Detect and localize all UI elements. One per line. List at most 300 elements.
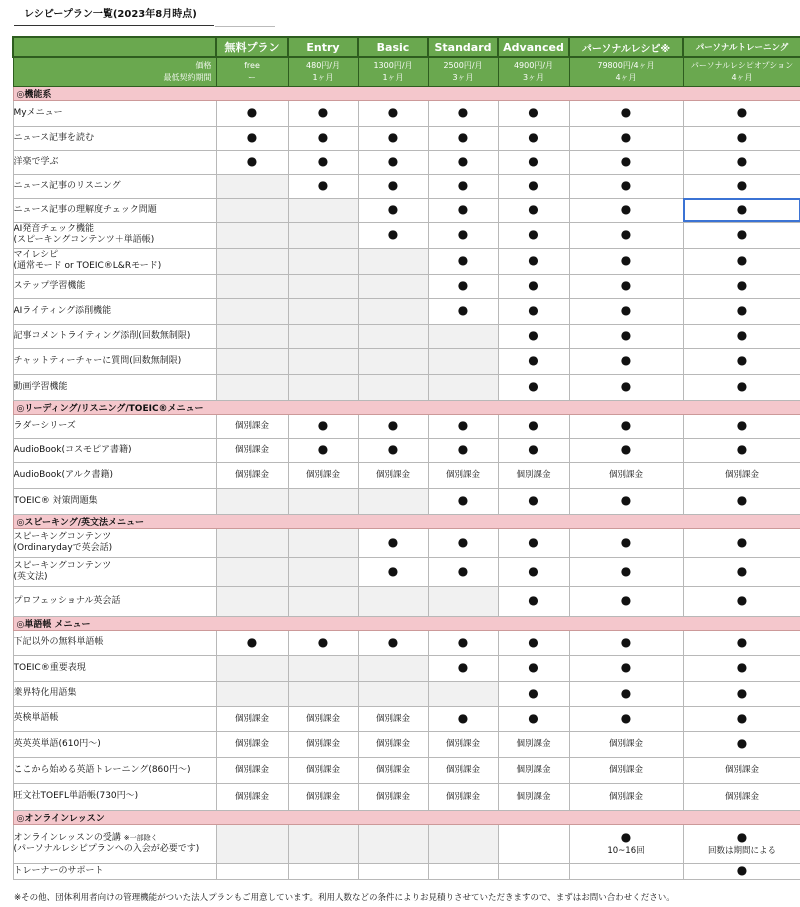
plan-cell[interactable] <box>498 706 569 731</box>
plan-cell[interactable] <box>216 757 288 783</box>
plan-cell[interactable] <box>358 348 428 374</box>
plan-cell[interactable] <box>288 100 358 126</box>
price-cell-3[interactable] <box>428 57 498 86</box>
table-row <box>13 414 800 438</box>
feature-label[interactable] <box>13 488 216 514</box>
plan-cell[interactable] <box>683 198 800 222</box>
feature-label[interactable] <box>13 438 216 462</box>
included-mark: ● <box>736 303 748 317</box>
plan-cell[interactable] <box>498 222 569 248</box>
plan-cell[interactable] <box>288 757 358 783</box>
plan-cell[interactable] <box>288 706 358 731</box>
plan-cell[interactable] <box>498 488 569 514</box>
plan-cell[interactable] <box>569 528 683 557</box>
plan-cell[interactable] <box>288 222 358 248</box>
plan-cell[interactable] <box>288 324 358 348</box>
plan-cell[interactable] <box>288 586 358 616</box>
plan-cell[interactable] <box>498 298 569 324</box>
plan-cell[interactable] <box>569 248 683 274</box>
plan-cell[interactable] <box>428 863 498 879</box>
plan-cell[interactable] <box>288 681 358 706</box>
plan-cell[interactable] <box>358 824 428 863</box>
plan-cell[interactable] <box>358 757 428 783</box>
plan-cell[interactable] <box>498 174 569 198</box>
table-body <box>13 37 800 879</box>
plan-cell[interactable] <box>683 126 800 150</box>
plan-header-5[interactable]: パーソナルレシピ※ <box>569 37 683 57</box>
plan-cell[interactable] <box>569 586 683 616</box>
section-title[interactable]: ◎機能系 <box>13 86 800 100</box>
feature-label[interactable] <box>13 298 216 324</box>
plan-cell[interactable] <box>288 438 358 462</box>
plan-cell[interactable] <box>683 863 800 879</box>
plan-cell[interactable] <box>428 274 498 298</box>
feature-label[interactable] <box>13 198 216 222</box>
plan-cell[interactable] <box>498 783 569 810</box>
paid-label: 個別課金 <box>305 713 340 724</box>
plan-cell[interactable] <box>288 150 358 174</box>
plan-cell[interactable] <box>683 655 800 681</box>
plan-cell[interactable] <box>288 783 358 810</box>
feature-label[interactable] <box>13 374 216 400</box>
plan-cell[interactable] <box>288 488 358 514</box>
plan-cell[interactable] <box>216 630 288 655</box>
price-value: パーソナルレシピオプション <box>690 60 794 70</box>
plan-cell[interactable] <box>288 348 358 374</box>
section-title[interactable]: ◎単語帳 メニュー <box>13 616 800 630</box>
plan-cell[interactable] <box>428 348 498 374</box>
plan-cell[interactable] <box>216 348 288 374</box>
plan-cell[interactable] <box>288 174 358 198</box>
included-mark: ● <box>620 534 632 549</box>
plan-cell[interactable] <box>683 731 800 757</box>
plan-cell[interactable] <box>569 438 683 462</box>
plan-cell[interactable] <box>288 198 358 222</box>
feature-label[interactable] <box>13 126 216 150</box>
plan-cell[interactable] <box>216 438 288 462</box>
plan-cell[interactable] <box>358 414 428 438</box>
section-title[interactable]: ◎リーディング/リスニング/TOEIC®メニュー <box>13 400 800 414</box>
plan-cell[interactable] <box>288 126 358 150</box>
paid-label: 個別課金 <box>516 739 551 749</box>
sheet-title[interactable]: レシピープラン一覧(2023年8月時点) <box>14 4 214 26</box>
feature-label[interactable] <box>13 324 216 348</box>
plan-header-0[interactable]: 無料プラン <box>216 37 288 57</box>
plan-cell[interactable] <box>216 222 288 248</box>
plan-cell[interactable] <box>683 783 800 810</box>
plan-cell[interactable] <box>216 488 288 514</box>
cell-content <box>570 738 683 750</box>
plan-cell[interactable] <box>683 374 800 400</box>
plan-cell[interactable] <box>498 150 569 174</box>
included-mark: ● <box>620 227 632 241</box>
plan-cell[interactable] <box>498 528 569 557</box>
plan-cell[interactable] <box>428 126 498 150</box>
plan-cell[interactable] <box>216 528 288 557</box>
plan-cell[interactable] <box>428 298 498 324</box>
plan-cell[interactable] <box>358 731 428 757</box>
plan-cell[interactable] <box>498 557 569 586</box>
plan-cell[interactable] <box>428 100 498 126</box>
plan-cell[interactable] <box>358 528 428 557</box>
plan-cell[interactable] <box>216 174 288 198</box>
feature-label-line <box>14 833 216 844</box>
price-value: 1300円/月 <box>373 60 413 70</box>
plan-cell[interactable] <box>428 824 498 863</box>
feature-label-line: スピーキングコンテンツ <box>13 531 112 542</box>
plan-cell[interactable] <box>569 324 683 348</box>
included-mark: ● <box>528 660 539 674</box>
plan-cell[interactable] <box>498 681 569 706</box>
plan-cell[interactable] <box>683 150 800 174</box>
plan-cell[interactable] <box>683 557 800 586</box>
included-mark: ● <box>528 418 539 432</box>
included-mark: ● <box>387 418 399 432</box>
section-title[interactable]: ◎オンラインレッスン <box>13 810 800 824</box>
plan-cell[interactable] <box>569 783 683 810</box>
included-mark: ● <box>620 660 632 674</box>
plan-cell[interactable] <box>216 824 288 863</box>
plan-cell[interactable] <box>358 681 428 706</box>
table-row <box>13 681 800 706</box>
plan-cell[interactable] <box>358 438 428 462</box>
plan-cell[interactable] <box>216 863 288 879</box>
plan-cell[interactable] <box>358 783 428 810</box>
plan-cell[interactable] <box>428 150 498 174</box>
plan-cell[interactable] <box>683 488 800 514</box>
plan-cell[interactable] <box>288 374 358 400</box>
cell-content <box>359 565 428 579</box>
included-mark: ● <box>620 253 632 267</box>
table-row <box>13 222 800 248</box>
plan-cell[interactable] <box>358 198 428 222</box>
plan-cell[interactable] <box>498 414 569 438</box>
plan-cell[interactable] <box>498 863 569 879</box>
plan-cell[interactable] <box>358 174 428 198</box>
plan-cell[interactable] <box>683 222 800 248</box>
plan-cell[interactable] <box>683 630 800 655</box>
plan-cell[interactable] <box>428 706 498 731</box>
included-mark: ● <box>620 710 632 725</box>
plan-cell[interactable] <box>428 414 498 438</box>
feature-label-line: 洋楽で学ぶ <box>13 156 59 167</box>
plan-cell[interactable] <box>569 274 683 298</box>
plan-cell[interactable] <box>498 824 569 863</box>
feature-label[interactable] <box>13 414 216 438</box>
plan-cell[interactable] <box>358 374 428 400</box>
cell-content <box>429 636 498 650</box>
feature-label[interactable] <box>13 706 216 731</box>
plan-cell[interactable] <box>498 655 569 681</box>
plan-cell[interactable] <box>683 438 800 462</box>
plan-cell[interactable] <box>569 198 683 222</box>
cell-content <box>359 791 428 803</box>
plan-cell[interactable] <box>569 126 683 150</box>
plan-cell[interactable] <box>216 298 288 324</box>
plan-cell[interactable] <box>358 462 428 488</box>
plan-cell[interactable] <box>683 757 800 783</box>
plan-cell[interactable] <box>569 706 683 731</box>
plan-cell[interactable] <box>216 586 288 616</box>
feature-label[interactable] <box>13 150 216 174</box>
feature-label[interactable] <box>13 655 216 681</box>
price-cell-6[interactable] <box>683 57 800 86</box>
plan-cell[interactable] <box>358 222 428 248</box>
plan-cell[interactable] <box>683 586 800 616</box>
plan-cell[interactable] <box>216 731 288 757</box>
plan-cell[interactable] <box>683 324 800 348</box>
included-mark: ● <box>736 154 748 168</box>
plan-cell[interactable] <box>683 174 800 198</box>
feature-label[interactable] <box>13 824 216 863</box>
plan-cell[interactable] <box>288 731 358 757</box>
plan-cell[interactable] <box>498 757 569 783</box>
plan-cell[interactable] <box>288 274 358 298</box>
plan-cell[interactable] <box>569 863 683 879</box>
plan-cell[interactable] <box>569 630 683 655</box>
plan-cell[interactable] <box>428 783 498 810</box>
price-cell-5[interactable] <box>569 57 683 86</box>
section-title[interactable]: ◎スピーキング/英文法メニュー <box>13 514 800 528</box>
plan-cell[interactable] <box>683 414 800 438</box>
plan-header-6[interactable]: パーソナルトレーニング <box>683 37 800 57</box>
plan-cell[interactable] <box>428 681 498 706</box>
plan-header-3[interactable]: Standard <box>428 37 498 57</box>
plan-cell[interactable] <box>288 824 358 863</box>
cell-content <box>684 380 800 394</box>
plan-cell[interactable] <box>216 274 288 298</box>
plan-cell[interactable] <box>498 731 569 757</box>
plan-cell[interactable] <box>288 298 358 324</box>
plan-cell[interactable] <box>498 100 569 126</box>
plan-cell[interactable] <box>428 528 498 557</box>
plan-cell[interactable] <box>428 757 498 783</box>
plan-cell[interactable] <box>569 348 683 374</box>
plan-cell[interactable] <box>498 586 569 616</box>
feature-label-line: 英検単語帳 <box>13 713 59 723</box>
feature-label[interactable] <box>13 462 216 488</box>
price-cell-4[interactable] <box>498 57 569 86</box>
plan-cell[interactable] <box>683 462 800 488</box>
feature-label[interactable] <box>13 757 216 783</box>
plan-cell[interactable] <box>216 374 288 400</box>
plan-cell[interactable] <box>428 222 498 248</box>
plan-cell[interactable] <box>428 462 498 488</box>
plan-cell[interactable] <box>216 706 288 731</box>
price-cell-0[interactable] <box>216 57 288 86</box>
plan-cell[interactable] <box>498 462 569 488</box>
plan-cell[interactable] <box>216 248 288 274</box>
plan-cell[interactable] <box>358 630 428 655</box>
price-label-cell[interactable] <box>13 57 216 86</box>
plan-cell[interactable] <box>569 681 683 706</box>
plan-cell[interactable] <box>569 488 683 514</box>
plan-cell[interactable] <box>498 374 569 400</box>
paid-label: 個別課金 <box>234 421 269 431</box>
plan-cell[interactable] <box>498 438 569 462</box>
cell-content <box>499 254 569 268</box>
plan-cell[interactable] <box>288 630 358 655</box>
plan-cell[interactable] <box>288 557 358 586</box>
cell-content <box>289 738 358 750</box>
feature-label[interactable] <box>13 681 216 706</box>
plan-cell[interactable] <box>358 488 428 514</box>
included-mark: ● <box>457 563 469 578</box>
plan-cell[interactable] <box>216 462 288 488</box>
plan-cell[interactable] <box>683 528 800 557</box>
feature-label[interactable] <box>13 248 216 274</box>
plan-cell[interactable] <box>428 586 498 616</box>
plan-cell[interactable] <box>683 100 800 126</box>
plan-cell[interactable] <box>569 655 683 681</box>
plan-cell[interactable] <box>216 324 288 348</box>
plan-header-4[interactable]: Advanced <box>498 37 569 57</box>
feature-label[interactable] <box>13 630 216 655</box>
plan-cell[interactable] <box>428 174 498 198</box>
plan-cell[interactable] <box>569 757 683 783</box>
included-mark: ● <box>620 418 632 432</box>
plan-cell[interactable] <box>428 324 498 348</box>
feature-label[interactable] <box>13 863 216 879</box>
included-mark: ● <box>620 105 632 119</box>
plan-cell[interactable] <box>288 863 358 879</box>
feature-label[interactable] <box>13 274 216 298</box>
plan-cell[interactable] <box>683 298 800 324</box>
plan-cell[interactable] <box>358 324 428 348</box>
included-mark: ● <box>736 593 748 607</box>
plan-cell[interactable] <box>498 126 569 150</box>
plan-cell[interactable] <box>683 274 800 298</box>
cell-content <box>429 791 498 803</box>
included-mark: ● <box>736 253 748 267</box>
plan-cell[interactable] <box>216 126 288 150</box>
price-cell-2[interactable] <box>358 57 428 86</box>
plan-cell[interactable] <box>358 100 428 126</box>
plan-cell[interactable] <box>358 150 428 174</box>
cell-content <box>684 737 800 751</box>
price-cell-1[interactable] <box>288 57 358 86</box>
table-row <box>13 100 800 126</box>
cell-content <box>359 106 428 120</box>
plan-cell[interactable] <box>498 630 569 655</box>
feature-label[interactable] <box>13 222 216 248</box>
plan-cell[interactable] <box>216 783 288 810</box>
plan-cell[interactable] <box>428 731 498 757</box>
plan-cell[interactable] <box>498 348 569 374</box>
plan-cell[interactable] <box>358 706 428 731</box>
plan-cell[interactable] <box>683 348 800 374</box>
included-mark: ● <box>528 303 539 317</box>
paid-label: 個別課金 <box>375 713 410 724</box>
plan-cell[interactable] <box>569 462 683 488</box>
header-corner[interactable] <box>13 37 216 57</box>
plan-cell[interactable] <box>569 100 683 126</box>
plan-cell[interactable] <box>216 414 288 438</box>
plan-header-1[interactable]: Entry <box>288 37 358 57</box>
plan-cell[interactable] <box>216 557 288 586</box>
plan-cell[interactable] <box>288 414 358 438</box>
plan-cell[interactable] <box>216 100 288 126</box>
feature-label-line: ステップ学習機能 <box>13 280 86 291</box>
plan-cell[interactable] <box>569 824 683 863</box>
included-mark: ● <box>528 227 539 241</box>
plan-cell[interactable] <box>358 274 428 298</box>
plan-cell[interactable] <box>569 174 683 198</box>
plan-cell[interactable] <box>428 630 498 655</box>
plan-cell[interactable] <box>428 248 498 274</box>
plan-cell[interactable] <box>428 438 498 462</box>
plan-cell[interactable] <box>358 248 428 274</box>
feature-label-line: AI発音チェック機能 <box>13 224 95 234</box>
plan-header-2[interactable]: Basic <box>358 37 428 57</box>
cell-content <box>429 106 498 120</box>
feature-label[interactable] <box>13 174 216 198</box>
feature-label-line: チャットティーチャーに質問(回数無制限) <box>13 355 182 366</box>
feature-label[interactable] <box>13 100 216 126</box>
plan-cell[interactable] <box>216 655 288 681</box>
plan-cell[interactable] <box>358 863 428 879</box>
plan-cell[interactable] <box>288 462 358 488</box>
feature-label[interactable] <box>13 783 216 810</box>
feature-label[interactable] <box>13 586 216 616</box>
plan-cell[interactable] <box>358 126 428 150</box>
plan-cell[interactable] <box>683 824 800 863</box>
included-mark: ● <box>528 178 539 192</box>
plan-cell[interactable] <box>216 198 288 222</box>
plan-cell[interactable] <box>683 706 800 731</box>
plan-cell[interactable] <box>428 557 498 586</box>
plan-cell[interactable] <box>569 374 683 400</box>
cell-content <box>570 565 683 579</box>
plan-cell[interactable] <box>428 488 498 514</box>
feature-label[interactable] <box>13 557 216 586</box>
cell-content <box>684 179 800 193</box>
plan-cell[interactable] <box>569 150 683 174</box>
plan-cell[interactable] <box>498 198 569 222</box>
feature-label[interactable] <box>13 348 216 374</box>
feature-label-line: 記事コメントライティング添削(回数無制限) <box>13 330 191 341</box>
feature-label-line: AIライティング添削機能 <box>13 305 112 316</box>
plan-cell[interactable] <box>569 414 683 438</box>
cell-content <box>570 203 683 217</box>
plan-cell[interactable] <box>569 222 683 248</box>
plan-cell[interactable] <box>216 681 288 706</box>
plan-cell[interactable] <box>358 655 428 681</box>
plan-cell[interactable] <box>428 374 498 400</box>
plan-cell[interactable] <box>358 557 428 586</box>
empty-cell[interactable] <box>215 4 275 27</box>
plan-cell[interactable] <box>498 324 569 348</box>
plan-cell[interactable] <box>216 150 288 174</box>
plan-cell[interactable] <box>288 528 358 557</box>
plan-cell[interactable] <box>358 298 428 324</box>
section-row <box>13 400 800 414</box>
plan-cell[interactable] <box>683 248 800 274</box>
plan-cell[interactable] <box>288 248 358 274</box>
plan-cell[interactable] <box>498 274 569 298</box>
plan-cell[interactable] <box>288 655 358 681</box>
feature-label[interactable] <box>13 731 216 757</box>
plan-cell[interactable] <box>569 298 683 324</box>
plan-cell[interactable] <box>498 248 569 274</box>
plan-cell[interactable] <box>569 731 683 757</box>
plan-cell[interactable] <box>683 681 800 706</box>
plan-cell[interactable] <box>428 198 498 222</box>
plan-cell[interactable] <box>569 557 683 586</box>
feature-label[interactable] <box>13 528 216 557</box>
plan-cell[interactable] <box>428 655 498 681</box>
plan-cell[interactable] <box>358 586 428 616</box>
